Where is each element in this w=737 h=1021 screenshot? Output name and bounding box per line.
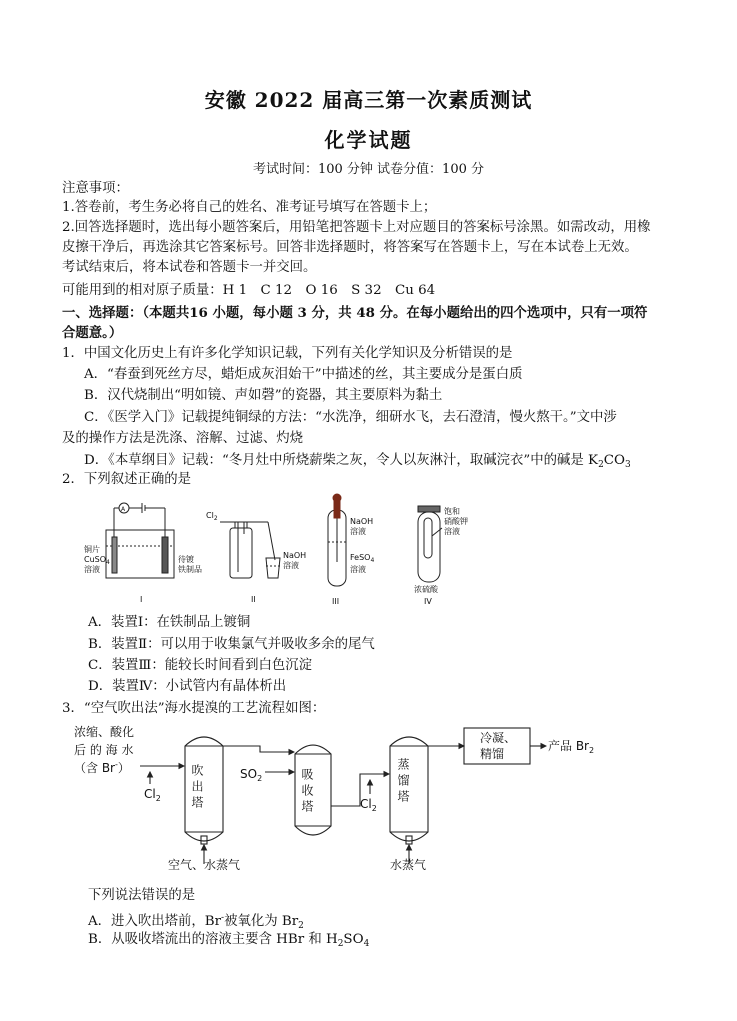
q1-option-b: B．汉代烧制出“明如镜、声如磬”的瓷器，其主要原料为黏土	[84, 388, 443, 403]
exam-title: 安徽 2022 届高三第一次素质测试	[204, 88, 533, 112]
cl2-label: $Cl_2$	[206, 511, 218, 522]
cl2-input-label-1: $Cl_2$	[144, 787, 161, 803]
condense-label: 冷凝、	[480, 731, 517, 745]
q1-option-a: A．“春蚕到死丝方尽，蜡炬成灰泪始干”中描述的丝，其主要成分是蛋白质	[84, 367, 523, 382]
absorption-tower-label: 吸收塔	[300, 768, 314, 816]
notice-item-2-line-2: 皮擦干净后，再选涂其它答案标号。回答非选择题时，将答案写在答题卡上，写在本试卷上无效。	[62, 240, 638, 255]
feso4-solution-label: 溶液	[350, 565, 366, 574]
product-label: 产品 $Br_2$	[548, 739, 595, 755]
q3-stem: 3．“空气吹出法”海水提溴的工艺流程如图：	[62, 701, 326, 716]
feso4-label: FeSO$_4$	[350, 553, 375, 564]
q2-option-b: B．装置Ⅱ：可以用于收集氯气并吸收多余的尾气	[88, 637, 375, 652]
ammeter-label: A	[121, 506, 126, 513]
q2-option-d: D．装置Ⅳ：小试管内有晶体析出	[88, 679, 287, 694]
notice-item-3: 考试结束后，将本试卷和答题卡一并交回。	[62, 260, 317, 275]
kno3-solution-label: 溶液	[444, 527, 460, 536]
iron-product-label: 铁制品	[178, 565, 202, 574]
section-1-heading-line-2: 合题意。）	[62, 325, 123, 341]
apparatus-ii-label: II	[251, 595, 256, 604]
section-1-heading-line-1: 一、选择题：（本题共16 小题，每小题 3 分，共 48 分。在每小题给出的四个选项中，只有一项符	[62, 305, 648, 321]
saturated-label: 饱和	[444, 507, 460, 516]
naoh-label-3: NaOH	[350, 517, 374, 526]
feed-label-line-3: （含 Br-）	[74, 760, 130, 775]
apparatus-i-label: I	[140, 595, 143, 604]
air-steam-label: 空气、水蒸气	[168, 858, 241, 872]
naoh-beaker	[266, 558, 280, 578]
naoh-solution-label-3: 溶液	[350, 527, 366, 536]
q1-option-d: D．《本草纲目》记载：“冬月灶中所烧薪柴之灰，令人以灰淋汁，取碱浣衣”中的碱是 $K_2CO_3$	[84, 453, 631, 470]
q2-option-a: A．装置Ⅰ：在铁制品上镀铜	[88, 615, 251, 630]
q2-stem: 2．下列叙述正确的是	[62, 472, 192, 487]
steam-label: 水蒸气	[390, 858, 427, 872]
q2-option-c: C．装置Ⅲ：能较长时间看到白色沉淀	[88, 658, 313, 673]
q3-stem-2: 下列说法错误的是	[88, 888, 196, 903]
q2-apparatus-figure	[80, 492, 480, 612]
feed-label-line-2: 后 的 海 水	[74, 743, 134, 757]
exam-subject: 化学试题	[324, 128, 413, 152]
q3-option-a: A．进入吹出塔前，Br-被氧化为 $Br_2$	[88, 913, 304, 931]
rectify-label: 精馏	[480, 747, 505, 761]
q1-option-c-line-1: C．《医学入门》记载提纯铜绿的方法：“水洗净，细研水飞，去石澄清，慢火熬干。”文中涉	[84, 410, 617, 425]
cuso4-solution-label: 溶液	[84, 565, 100, 574]
q3-option-b: B．从吸收塔流出的溶液主要含 HBr 和 $H_2SO_4$	[88, 932, 370, 949]
cuso4-label: CuSO$_4$	[84, 555, 110, 566]
exam-info: 考试时间：100 分钟 试卷分值：100 分	[252, 162, 485, 177]
blow-out-tower-label: 吹出塔	[190, 764, 204, 812]
naoh-label: NaOH	[283, 551, 307, 560]
feed-label-line-1: 浓缩、酸化	[74, 725, 135, 739]
q1-option-c-line-2: 及的操作方法是洗涤、溶解、过滤、灼烧	[62, 431, 304, 446]
kno3-label: 硝酸钾	[444, 517, 468, 526]
notice-item-2-line-1: 2.回答选择题时，选出每小题答案后，用铅笔把答题卡上对应题目的答案标号涂黑。如需改动，用橡	[62, 220, 651, 235]
naoh-solution-label: 溶液	[283, 561, 299, 570]
q1-stem: 1．中国文化历史上有许多化学知识记载，下列有关化学知识及分析错误的是	[62, 346, 513, 361]
apparatus-iv-label: IV	[424, 597, 432, 606]
notice-heading: 注意事项：	[62, 181, 129, 196]
notice-item-1: 1.答卷前，考生务必将自己的姓名、准考证号填写在答题卡上；	[62, 200, 437, 215]
apparatus-iii-label: III	[332, 597, 340, 606]
atomic-masses: 可能用到的相对原子质量：H 1 C 12 O 16 S 32 Cu 64	[62, 283, 436, 298]
test-tube-4	[418, 512, 440, 582]
conc-sulfuric-label: 浓硫酸	[414, 585, 438, 594]
gas-bottle	[230, 528, 252, 578]
so2-label: $SO_2$	[240, 767, 263, 783]
copper-plate-label: 铜片	[84, 545, 100, 554]
distillation-tower-label: 蒸馏塔	[396, 758, 410, 806]
cl2-input-label-2: $Cl_2$	[360, 797, 377, 813]
to-be-plated-label: 待镀	[178, 555, 194, 564]
q3-flow-diagram	[60, 724, 620, 874]
